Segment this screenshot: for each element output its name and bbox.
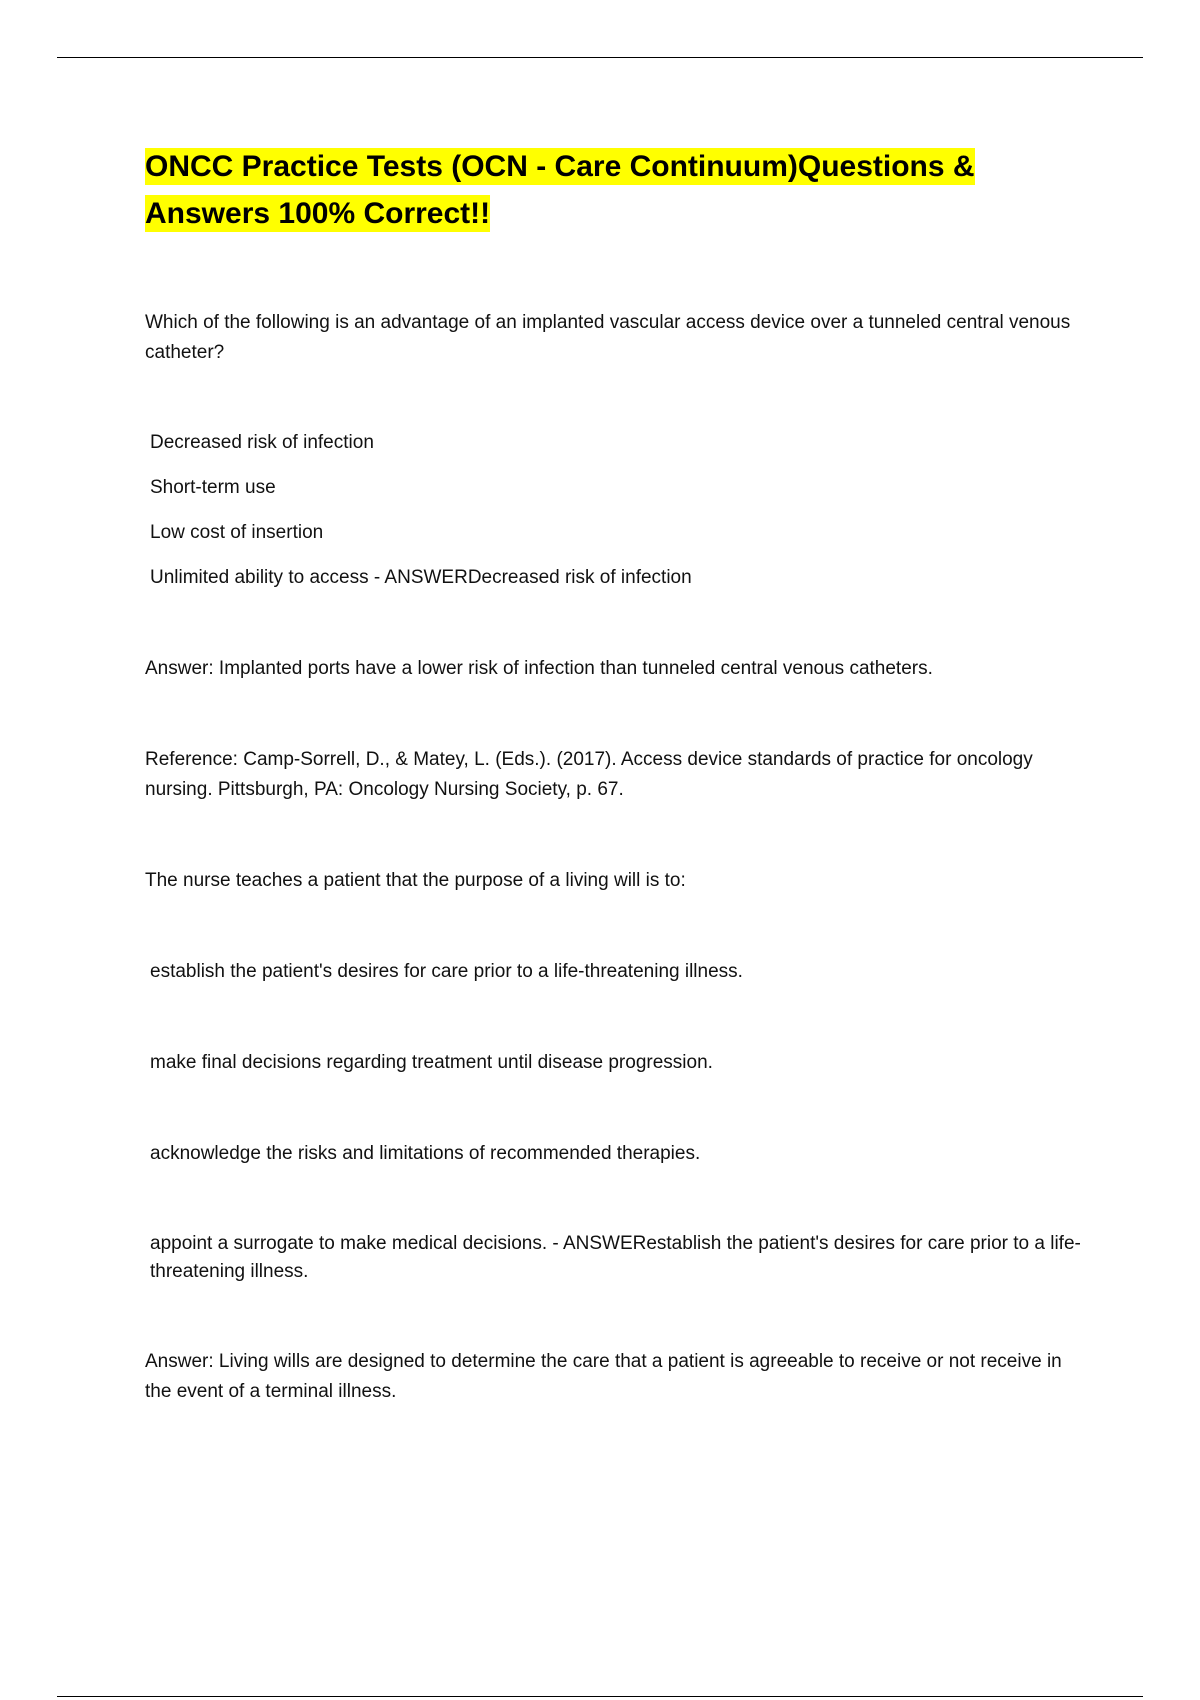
- question-2-option-b: make final decisions regarding treatment until disease progression.: [150, 1052, 713, 1073]
- top-rule: [57, 57, 1143, 58]
- document-body: [145, 143, 1085, 1407]
- question-1-answer: Answer: Implanted ports have a lower risk of infection than tunneled central venous catheters.: [145, 658, 933, 679]
- question-1-option-a: Decreased risk of infection: [150, 432, 374, 453]
- question-2-text: The nurse teaches a patient that the purpose of a living will is to:: [145, 870, 686, 891]
- question-1-option-c: Low cost of insertion: [150, 522, 324, 543]
- document-title: [145, 143, 1085, 237]
- question-2-option-a: establish the patient's desires for care prior to a life-threatening illness.: [150, 961, 743, 982]
- question-1-option-d: Unlimited ability to access - ANSWERDecreased risk of infection: [150, 567, 692, 588]
- question-1-option-b: Short-term use: [150, 477, 276, 498]
- question-1-reference: Reference: Camp-Sorrell, D., & Matey, L. (Eds.). (2017). Access device standards of practice for oncology nursing. Pittsburgh, PA: Oncology Nursing Society, p. 67.: [145, 749, 1033, 800]
- question-2-option-c: acknowledge the risks and limitations of recommended therapies.: [150, 1143, 701, 1164]
- question-1-text: Which of the following is an advantage of an implanted vascular access device over a tunneled central venous catheter?: [145, 312, 1071, 363]
- document-title-text: ONCC Practice Tests (OCN - Care Continuum)Questions & Answers 100% Correct!!: [145, 150, 975, 230]
- question-2-answer: Answer: Living wills are designed to determine the care that a patient is agreeable to receive or not receive in the event of a terminal illness.: [145, 1351, 1062, 1402]
- question-2-option-d: appoint a surrogate to make medical decisions. - ANSWERestablish the patient's desires for care prior to a life-threatening illness.: [150, 1233, 1081, 1282]
- bottom-rule: [57, 1696, 1143, 1697]
